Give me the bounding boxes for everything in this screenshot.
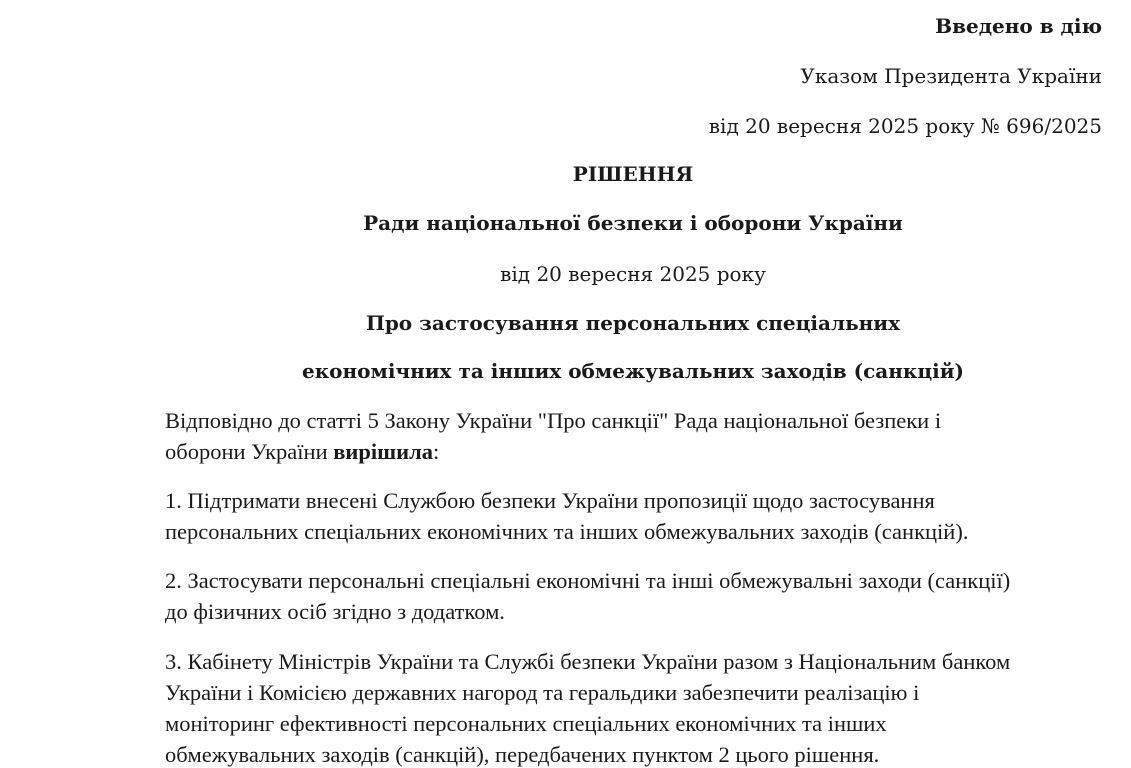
- preamble-colon: :: [432, 439, 440, 464]
- decision-subject-line-1: Про застосування персональних спеціальних: [365, 311, 901, 335]
- enactment-title: Введено в дію: [935, 14, 1102, 38]
- decision-heading: РІШЕННЯ: [572, 162, 694, 186]
- item-1-line-1: 1. Підтримати внесені Службою безпеки України пропозиції щодо застосування: [165, 488, 935, 513]
- item-3-line-2: України і Комісією державних нагород та геральдики забезпечити реалізацію і: [165, 680, 920, 705]
- decision-subject-line-2: економічних та інших обмежувальних заходів (санкцій): [301, 359, 964, 383]
- preamble-text: оборони України: [165, 439, 334, 464]
- preamble-line-1: Відповідно до статті 5 Закону України "Про санкції" Рада національної безпеки і: [165, 408, 942, 433]
- item-1-line-2: персональних спеціальних економічних та інших обмежувальних заходів (санкцій).: [165, 519, 969, 544]
- preamble-line-2: [165, 439, 439, 465]
- enactment-decree: Указом Президента України: [800, 64, 1102, 88]
- preamble-resolved: вирішила: [333, 439, 433, 464]
- item-2-line-2: до фізичних осіб згідно з додатком.: [165, 599, 505, 624]
- item-3-line-4: обмежувальних заходів (санкцій), передбачених пунктом 2 цього рішення.: [165, 742, 880, 767]
- enactment-date-number: від 20 вересня 2025 року № 696/2025: [708, 114, 1102, 138]
- item-3-line-1: 3. Кабінету Міністрів України та Службі безпеки України разом з Національним банком: [165, 649, 1011, 674]
- decision-date: від 20 вересня 2025 року: [500, 262, 766, 286]
- item-2-line-1: 2. Застосувати персональні спеціальні економічні та інші обмежувальні заходи (санкції): [165, 568, 1011, 593]
- decision-authority: Ради національної безпеки і оборони України: [363, 211, 903, 235]
- item-3-line-3: моніторинг ефективності персональних спеціальних економічних та інших: [165, 711, 887, 736]
